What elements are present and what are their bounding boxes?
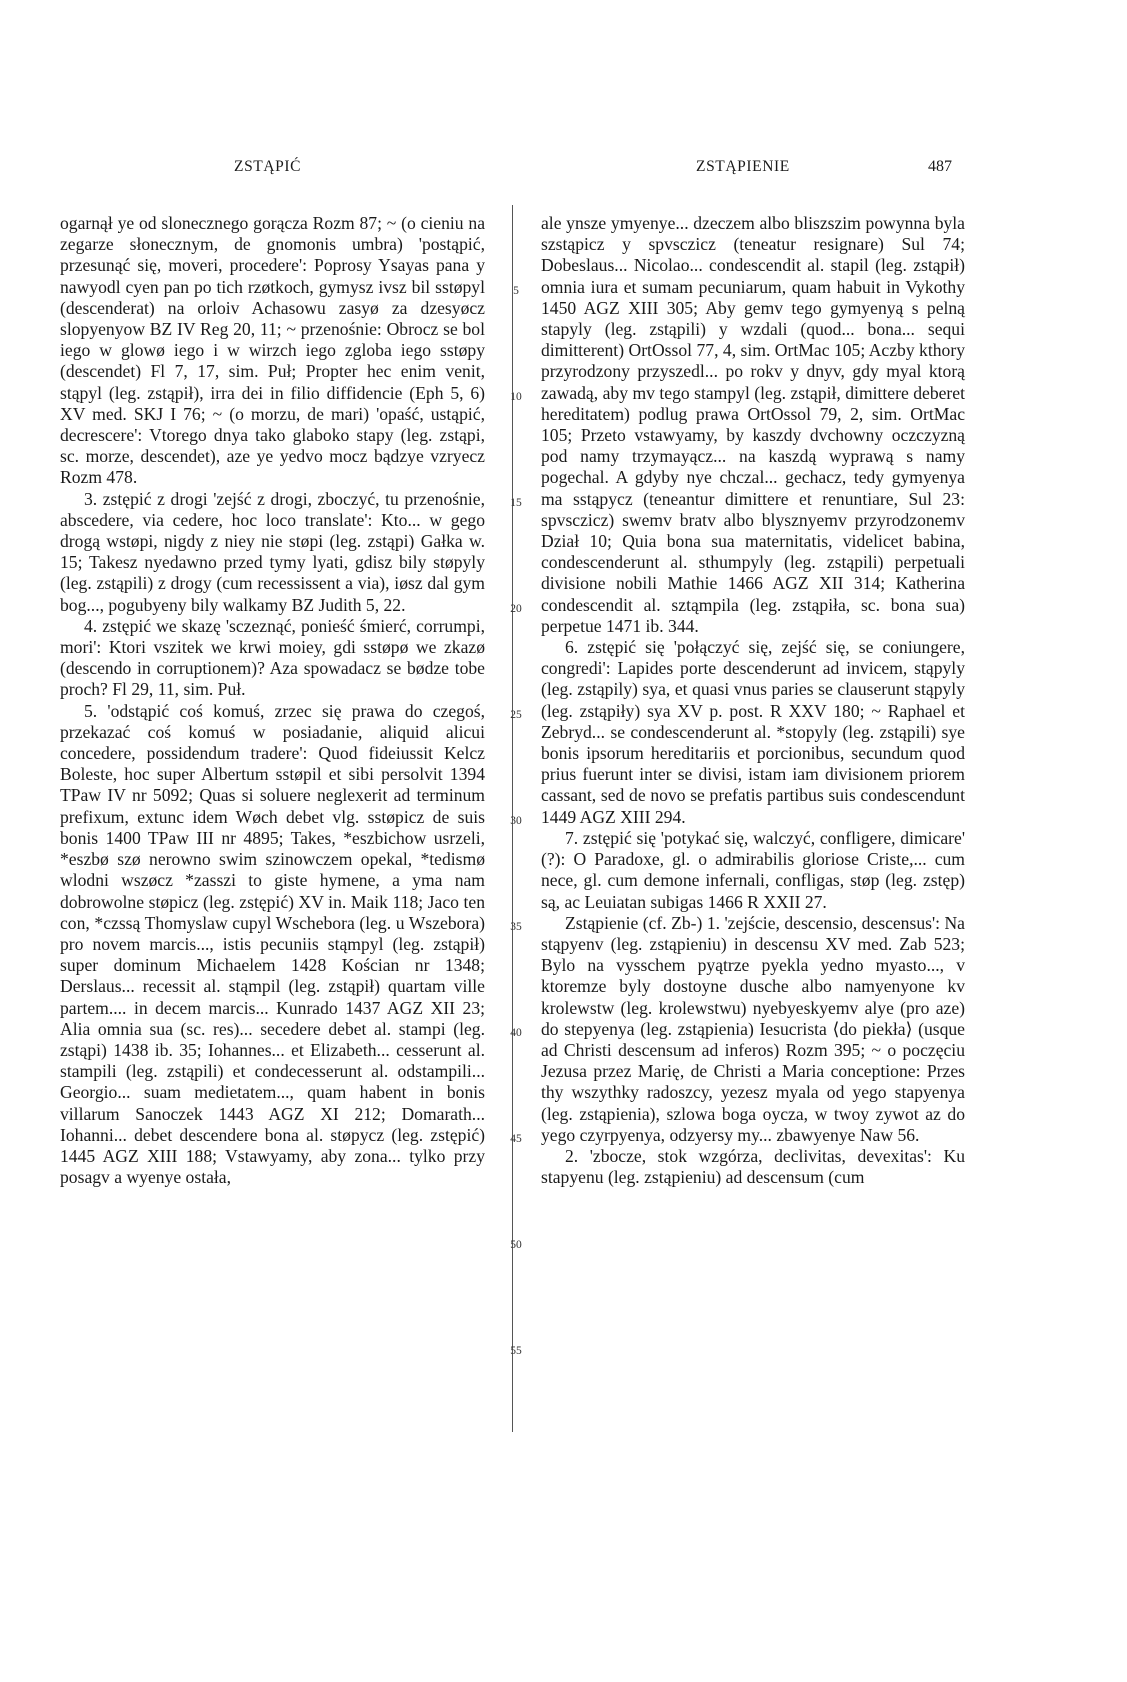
left-paragraph-4: 5. 'odstąpić coś komuś, zrzec się prawa do czegoś, przekazać coś komuś w posiadanie, aliquid alicui concedere, possidendum tradere': Quod fideiussit Kelcz Boleste, hoc super Albertum sstøpil et sibi persolvit 1394 TPaw IV nr 5092; Quas si soluere neglexerit ad terminum prefixum, extunc idem Wøch debet vlg. sstøpicz de suis bonis 1400 TPaw III nr 4895; Takes, *eszbichow usrzeli, *eszbø szø nerowno swim szinowczem opekal, *tedismø wlodni wszøcz *zasszi to giste hymene, a yma nam dobrowolne støpicz (leg. zstępić) XV in. Maik 118; Jaco ten con, *czssą Thomyslaw cupyl Wschebora (leg. u Wszebora) pro novem marcis..., istis pecuniis stąmpyl (leg. zstąpił) super dominum Michaelem 1428 Kościan nr 1348; Derslaus... recessit al. stąmpil (leg. zstąpił) quartam ville partem.... in decem marcis... Kunrado 1437 AGZ XII 23; Alia omnia sua (sc. res)... secedere debet al. stampi (leg. zstąpi) 1438 ib. 35; Iohannes... et Elizabeth... cesserunt al. stampili (leg. zstąpili) et condecesserunt al. odstampili... Georgio... suam medietatem..., quam habent in bonis villarum Sanoczek 1443 AGZ XI 212; Domarath... Iohanni... debet descendere bona al. støpycz (leg. zstępić) 1445 AGZ XIII 188; Vstawyamy, aby zona... tylko przy posagv a wyenye ostała, [60,700,485,1188]
right-paragraph-5: 2. 'zbocze, stok wzgórza, declivitas, devexitas': Ku stapyenu (leg. zstąpieniu) ad descensum (cum [541,1145,965,1188]
left-paragraph-3: 4. zstępić we skazę 'sczeznąć, ponieść śmierć, corrumpi, mori': Ktori vszitek we krwi moiey, gdi sstøpø we zkazø (descendo in corruptionem)? Aza spowadacz se bødze tobe proch? Fl 29, 11, sim. Puł. [60,615,485,700]
line-number: 5 [513,285,519,297]
right-paragraph-4: Zstąpienie (cf. Zb-) 1. 'zejście, descensio, descensus': Na stąpyenv (leg. zstąpieniu) in descensu XV med. Zab 523; Bylo na vysschem pyątrze pyekla yedno myasto..., v ktoremze byly dostoyne dusche albo namyenyone kv krolewstw (leg. krolewstwu) nyebyeskyemv alye (pro aze) do stepyenya (leg. zstąpienia) Iesucrista ⟨do piekła⟩ (usque ad Christi descensum ad inferos) Rozm 395; ~ o poczęciu Jezusa przez Marię, de Christi a Maria conceptione: Przes thy wszythky radoszcy, yezesz myala od yego stapyenya (leg. zstąpienia), szlowa boga oycza, w twoy zywot az do yego czyrpyenya, odzyersy my... zbawyenye Naw 56. [541,912,965,1145]
left-paragraph-2: 3. zstępić z drogi 'zejść z drogi, zboczyć, tu przenośnie, abscedere, via cedere, hoc loco translate': Kto... w gego drogą wstøpi, nigdy z niey nie støpi (leg. zstąpi) Gałka w. 15; Takesz nyedawno przed tymy lyati, gdisz bily støpyly (leg. zstąpili) z drogy (cum recessissent a via), iøsz dal gym bog..., pogubyeny bily walkamy BZ Judith 5, 22. [60,488,485,615]
line-number: 40 [510,1027,522,1039]
left-column [60,213,485,1188]
line-number: 55 [510,1345,522,1357]
left-paragraph-1: ogarnął ye od slonecznego gorącza Rozm 87; ~ (o cieniu na zegarze słonecznym, de gnomonis umbra) 'postąpić, przesunąć się, moveri, procedere': Poprosy Ysayas pana y nawyodl cyen pan po tich rzøtkoch, gymysz ivsz bil sstøpyl (descenderat) na orloiv Achasowu zasyø za dzesyøcz slopyenyow BZ IV Reg 20, 11; ~ przenośnie: Obrocz se bol iego w glowø iego i w wirzch iego zgloba iego sstøpy (descendet) Fl 7, 17, sim. Puł; Propter hec enim venit, stąpyl (leg. zstąpił), irra dei in filio diffidencie (Eph 5, 6) XV med. SKJ I 76; ~ (o morzu, de mari) 'opaść, ustąpić, decrescere': Vtorego dnya tako glaboko stapy (leg. zstąpi, sc. morze, descendet), aze ye yedvo mocz bądzye vzryecz Rozm 478. [60,213,485,488]
line-number: 30 [510,815,522,827]
line-number-gutter [503,213,533,1443]
line-number: 20 [510,603,522,615]
right-paragraph-1: ale ynsze ymyenye... dzeczem albo bliszszim powynna byla szstąpicz y spvsczicz (teneatur resignare) Sul 74; Dobeslaus... Nicolao... condescendit al. stapil (leg. zstąpił) omnia iura et sumam pecuniarum, quam habuit in Vykothy 1450 AGZ XIII 305; Aby gemv tego gymyenyą s pelną stapyly (leg. zstąpili) y wzdali (quod... bona... sequi dimitterent) OrtOssol 77, 4, sim. OrtMac 105; Aczby kthory przyrodzony przyszedl... po rokv y dnyv, gdy myal ktorą zawadą, aby mv tego stampyl (leg. zstąpił, dimittere deberet hereditatem) podlug prawa OrtOssol 79, 2, sim. OrtMac 105; Przeto vstawyamy, by kaszdy dvchowny oczczyzną pod namy trzymayącz... na kaszdą wyprawą s namy pogechal. A gdyby nye chczal... gechacz, tedy gymyenya ma sstąpycz (teneantur dimittere et renuntiare, Sul 23: spvsczicz) swemv bratv albo blysznyemv przyrodzonemv Dział 10; Quia bona sua maternitatis, videlicet babina, condescenderunt al. sthumpyly (leg. zstąpili) perpetuali divisione nobili Mathie 1466 AGZ XII 314; Katherina condescendit al. sztąmpila (leg. zstąpiła, sc. bona sua) perpetue 1471 ib. 344. [541,213,965,636]
right-paragraph-3: 7. zstępić się 'potykać się, walczyć, confligere, dimicare' (?): O Paradoxe, gl. o admirabilis gloriose Criste,... cum nece, gl. cum demone infernali, confligas, støp (leg. zstęp) są, ac Leuiatan subigas 1466 R XXII 27. [541,827,965,912]
line-number: 50 [510,1239,522,1251]
running-head-left: ZSTĄPIĆ [234,158,302,175]
line-number: 15 [510,497,522,509]
line-number: 10 [510,391,522,403]
right-column [541,213,965,1188]
line-number: 25 [510,709,522,721]
right-paragraph-2: 6. zstępić się 'połączyć się, zejść się, se coniungere, congredi': Lapides porte descenderunt ad invicem, stąpyly (leg. zstąpily) sya, et quasi vnus paries se clauserunt stąpyly (leg. zstąpiły) sya XV p. post. R XXV 180; ~ Raphael et Zebryd... se condescenderunt al. *stopyly (leg. zstąpili) sye bonis ipsorum hereditariis et porcionibus, secundum quod prius fuerunt inter se divisi, istam iam divisionem priorem cassant, sed de novo se prefatis partibus suis condescendunt 1449 AGZ XIII 294. [541,637,965,827]
line-number: 45 [510,1133,522,1145]
page-number: 487 [928,158,952,175]
running-head-right: ZSTĄPIENIE [696,158,790,175]
line-number: 35 [510,921,522,933]
